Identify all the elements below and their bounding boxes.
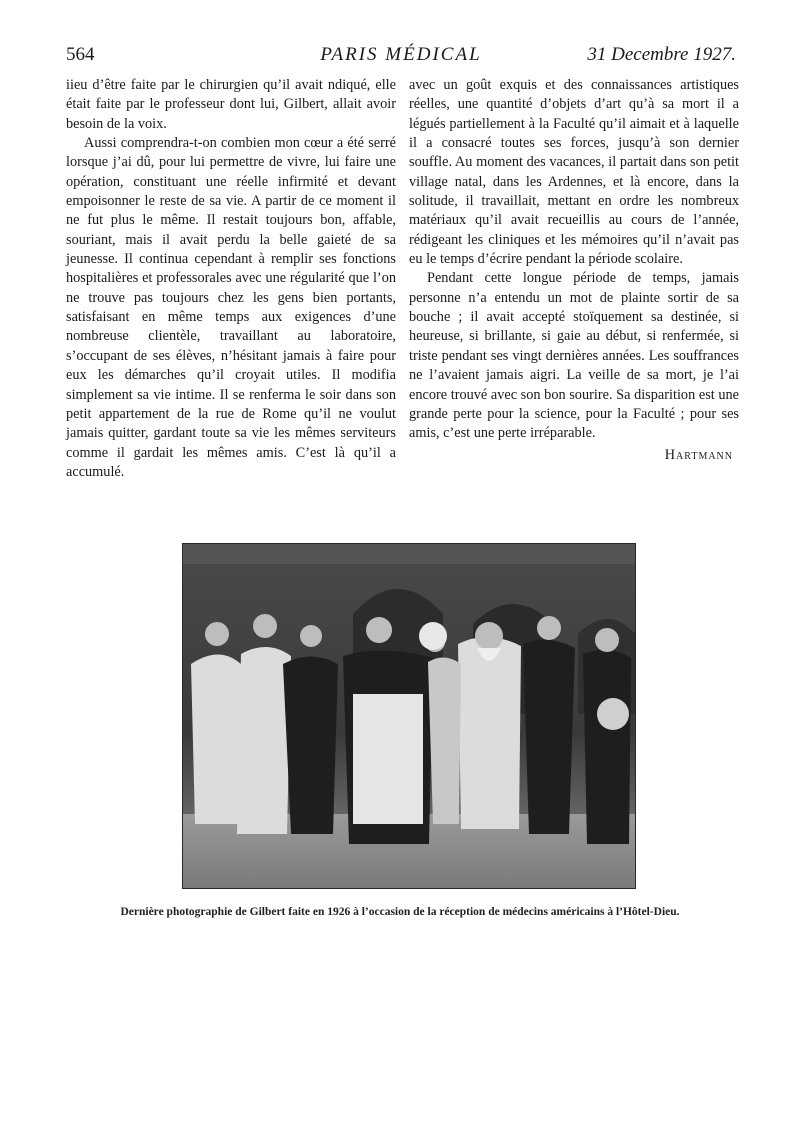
paragraph: Pendant cette longue période de temps, jamais personne n’a entendu un mot de plainte sortir de sa bouche ; il avait accepté stoïquement sa destinée, si heureuse, si brillante, si gaie au début, si renfermée, si triste pendant ses vingt dernières années. Les souffrances ne l’avaient jamais aigri. La veille de sa mort, je l’ai encore trouvé avec son bon sourire. Sa disparition est une grande perte pour la science, pour la Faculté ; pour ses amis, c’est une perte irréparable. xyxy=(409,270,739,442)
paragraph: iieu d’être faite par le chirurgien qu’il avait ndiqué, elle était faite par le professeur dont lui, Gilbert, allait avoir besoin de la voix. xyxy=(66,77,396,132)
running-header xyxy=(66,44,736,70)
journal-title: PARIS MÉDICAL xyxy=(320,44,482,65)
group-photograph xyxy=(182,543,636,889)
photograph-image xyxy=(183,544,635,888)
issue-date: 31 Decembre 1927. xyxy=(587,44,736,65)
paragraph: avec un goût exquis et des connaissances artistiques réelles, une quantité d’objets d’art qu’à sa mort il a légués partiellement à la Faculté qu’il aimait et à laquelle il a consacré toutes ses forces, jusqu’à son dernier souffle. Au moment des vacances, il partait dans son petit village natal, dans les Ardennes, et là encore, dans la solitude, il travaillait, mettant en ordre les nombreux matériaux qu’il avait recueillis au cours de l’année, rédigeant les cliniques et les mémoires qu’il n’avait pas eu le temps d’écrire pendant la période scolaire. xyxy=(409,77,739,268)
paragraph: Aussi comprendra-t-on combien mon cœur a été serré lorsque j’ai dû, pour lui permettre de vivre, lui faire une opération, constituant une réelle infirmité et devant empoisonner le reste de sa vie. A partir de ce moment il ne fut plus le même. Il restait toujours bon, affable, souriant, mais il avait perdu la belle gaieté de sa jeunesse. Il continua cependant à remplir ses fonctions hospitalières et professorales avec une régularité que l’on ne trouve pas toujours chez les gens bien portants, satisfaisant en même temps aux exigences d’une nombreuse clientèle, travaillant au laboratoire, s’occupant de ses élèves, n’hésitant jamais à faire pour eux les démarches qu’il croyait utiles. Il modifia simplement sa vie intime. Il se renferma le soir dans son petit appartement de la rue de Rome qu’il ne voulut jamais quitter, gardant toute sa vie les mêmes serviteurs comme il gardait les mêmes amis. C’est là qu’il a accumulé. xyxy=(66,135,396,480)
left-column xyxy=(66,76,396,482)
page-number: 564 xyxy=(66,44,95,65)
author-signature: Hartmann xyxy=(664,446,733,463)
right-column xyxy=(409,76,739,465)
figure-caption: Dernière photographie de Gilbert faite en 1926 à l’occasion de la réception de médecins américains à l’Hôtel-Dieu. xyxy=(120,906,680,918)
